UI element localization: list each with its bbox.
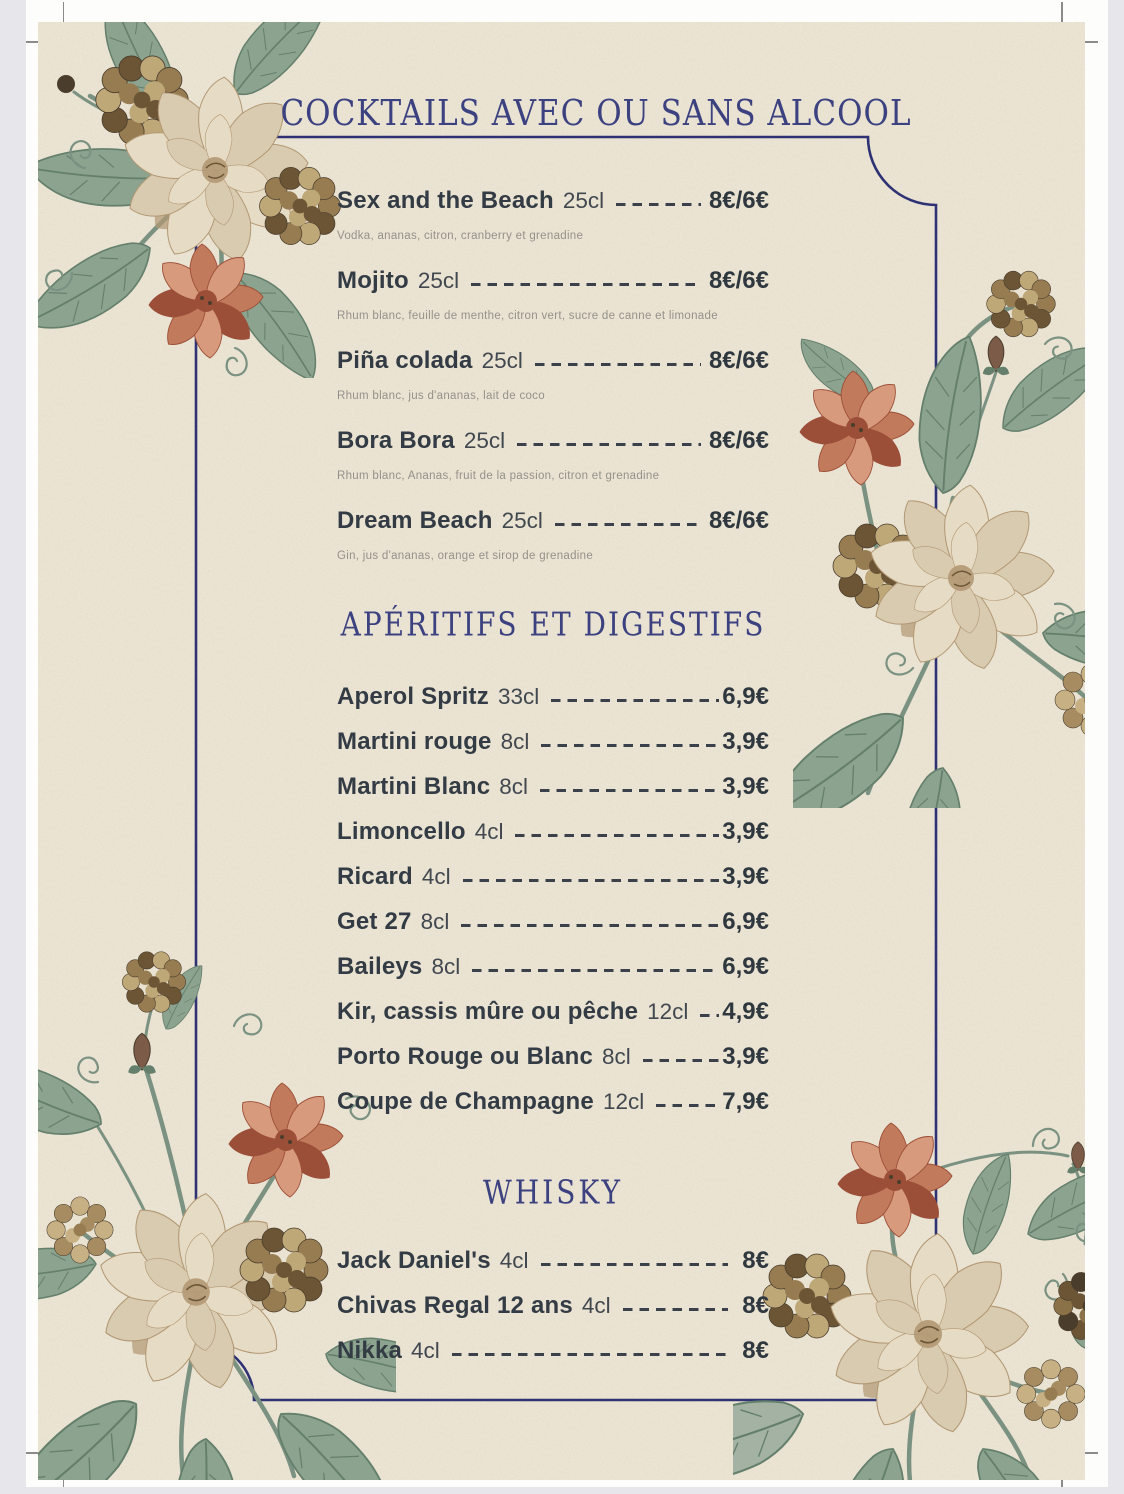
- item-quantity: 8cl: [420, 909, 450, 934]
- item-quantity: 12cl: [602, 1089, 645, 1114]
- item-price: 8€: [742, 1292, 769, 1319]
- item-price: 6,9€: [722, 953, 769, 980]
- dotted-leader: [517, 443, 701, 447]
- dotted-leader: [700, 1014, 719, 1018]
- menu-item: [337, 952, 769, 982]
- menu-item-row: [337, 727, 769, 757]
- item-price: 3,9€: [722, 773, 769, 800]
- item-description: Rhum blanc, feuille de menthe, citron vert, sucre de canne et limonade: [337, 310, 718, 322]
- item-price: 8€/6€: [708, 267, 769, 294]
- item-price: 8€: [742, 1247, 769, 1274]
- menu-item: [337, 907, 769, 937]
- menu-item-row: [337, 1042, 769, 1072]
- item-price: 3,9€: [722, 728, 769, 755]
- item-quantity: 25cl: [481, 348, 523, 373]
- item-price: 3,9€: [722, 1043, 769, 1070]
- item-price: 3,9€: [722, 863, 769, 890]
- menu-item: [337, 727, 769, 757]
- menu-item: [337, 682, 769, 712]
- item-name: Sex and the Beach: [337, 187, 554, 214]
- dotted-leader: [515, 834, 719, 838]
- section-title-aperitifs: APÉRITIFS ET DIGESTIFS: [340, 605, 766, 644]
- menu-item: [337, 817, 769, 847]
- item-description: Rhum blanc, Ananas, fruit de la passion, citron et grenadine: [337, 470, 660, 482]
- section-title-whisky: WHISKY: [482, 1173, 624, 1212]
- item-name: Jack Daniel's: [337, 1247, 491, 1274]
- item-quantity: 25cl: [463, 428, 506, 453]
- item-quantity: 12cl: [647, 999, 689, 1024]
- dotted-leader: [643, 1059, 720, 1063]
- menu-item-row: [337, 1336, 769, 1366]
- dotted-leader: [541, 1263, 729, 1267]
- item-description: Vodka, ananas, citron, cranberry et grenadine: [337, 230, 584, 242]
- menu-item-row: [337, 1087, 769, 1117]
- floral-bouquet-bottom-right: [733, 1094, 1085, 1480]
- menu-item: [337, 1291, 769, 1321]
- menu-item-row: [337, 1246, 769, 1276]
- menu-item-row: [337, 907, 769, 937]
- item-name: Baileys: [337, 953, 423, 980]
- item-name: Chivas Regal 12 ans: [337, 1292, 573, 1319]
- item-name: Bora Bora: [337, 427, 455, 454]
- item-name: Kir, cassis mûre ou pêche: [337, 998, 639, 1025]
- section-title-cocktails: COCKTAILS AVEC OU SANS ALCOOL: [280, 92, 912, 135]
- item-price: 3,9€: [722, 818, 769, 845]
- section-items-whisky: [337, 1246, 769, 1381]
- item-quantity: 8cl: [499, 774, 529, 799]
- dotted-leader: [535, 363, 701, 367]
- item-price: 6,9€: [722, 683, 769, 710]
- item-quantity: 25cl: [562, 188, 605, 213]
- item-quantity: 4cl: [474, 819, 504, 844]
- dotted-leader: [540, 789, 719, 793]
- menu-item: [337, 506, 769, 564]
- menu-item: [337, 426, 769, 484]
- item-price: 8€/6€: [708, 187, 769, 214]
- menu-item-row: [337, 1291, 769, 1321]
- menu-item-row: [337, 817, 769, 847]
- menu-item: [337, 1336, 769, 1366]
- dotted-leader: [616, 203, 701, 207]
- menu-item: [337, 1246, 769, 1276]
- dotted-leader: [656, 1104, 719, 1108]
- menu-item-row: [337, 346, 769, 376]
- menu-item-row: [337, 997, 769, 1027]
- menu-item: [337, 186, 769, 244]
- item-quantity: 8cl: [431, 954, 461, 979]
- dotted-leader: [463, 879, 720, 883]
- menu-item-row: [337, 862, 769, 892]
- item-quantity: 25cl: [417, 268, 460, 293]
- item-price: 8€/6€: [708, 347, 769, 374]
- section-items-cocktails: [337, 186, 769, 586]
- menu-item: [337, 1042, 769, 1072]
- floral-bouquet-right: [793, 248, 1085, 808]
- item-quantity: 4cl: [499, 1248, 529, 1273]
- paper-sheet: [26, 0, 1108, 1487]
- menu-item: [337, 1087, 769, 1117]
- menu-item-row: [337, 426, 769, 456]
- item-name: Martini Blanc: [337, 773, 491, 800]
- dotted-leader: [551, 699, 719, 703]
- item-description: Gin, jus d'ananas, orange et sirop de grenadine: [337, 550, 594, 562]
- dotted-leader: [472, 969, 719, 973]
- menu-item: [337, 266, 769, 324]
- dotted-leader: [461, 924, 719, 928]
- item-quantity: 33cl: [497, 684, 540, 709]
- dotted-leader: [471, 283, 701, 287]
- item-name: Porto Rouge ou Blanc: [337, 1043, 593, 1070]
- menu-item-row: [337, 186, 769, 216]
- item-name: Mojito: [337, 267, 409, 294]
- dotted-leader: [452, 1353, 728, 1357]
- item-quantity: 4cl: [581, 1293, 611, 1318]
- item-name: Get 27: [337, 908, 412, 935]
- menu-item: [337, 997, 769, 1027]
- menu-item-row: [337, 506, 769, 536]
- item-price: 8€/6€: [708, 427, 769, 454]
- floral-bouquet-top-left: [38, 22, 370, 378]
- menu-item-row: [337, 772, 769, 802]
- item-name: Piña colada: [337, 347, 473, 374]
- menu-item: [337, 772, 769, 802]
- item-quantity: 25cl: [501, 508, 543, 533]
- item-quantity: 8cl: [500, 729, 530, 754]
- menu-item-row: [337, 266, 769, 296]
- item-price: 8€: [742, 1337, 769, 1364]
- item-quantity: 4cl: [411, 1338, 440, 1363]
- menu-item-row: [337, 682, 769, 712]
- item-price: 7,9€: [722, 1088, 769, 1115]
- item-name: Aperol Spritz: [337, 683, 489, 710]
- item-name: Nikka: [337, 1337, 403, 1364]
- menu-artwork: [38, 22, 1085, 1480]
- item-quantity: 4cl: [421, 864, 451, 889]
- item-name: Martini rouge: [337, 728, 492, 755]
- item-name: Dream Beach: [337, 507, 493, 534]
- item-name: Ricard: [337, 863, 413, 890]
- dotted-leader: [555, 523, 701, 527]
- dotted-leader: [541, 744, 719, 748]
- item-quantity: 8cl: [602, 1044, 631, 1069]
- menu-item: [337, 346, 769, 404]
- menu-item-row: [337, 952, 769, 982]
- item-price: 8€/6€: [708, 507, 769, 534]
- menu-item: [337, 862, 769, 892]
- item-price: 6,9€: [722, 908, 769, 935]
- section-items-aperitifs: [337, 682, 769, 1132]
- item-name: Coupe de Champagne: [337, 1088, 594, 1115]
- dotted-leader: [623, 1308, 729, 1312]
- item-price: 4,9€: [722, 998, 769, 1025]
- item-description: Rhum blanc, jus d'ananas, lait de coco: [337, 390, 545, 402]
- item-name: Limoncello: [337, 818, 466, 845]
